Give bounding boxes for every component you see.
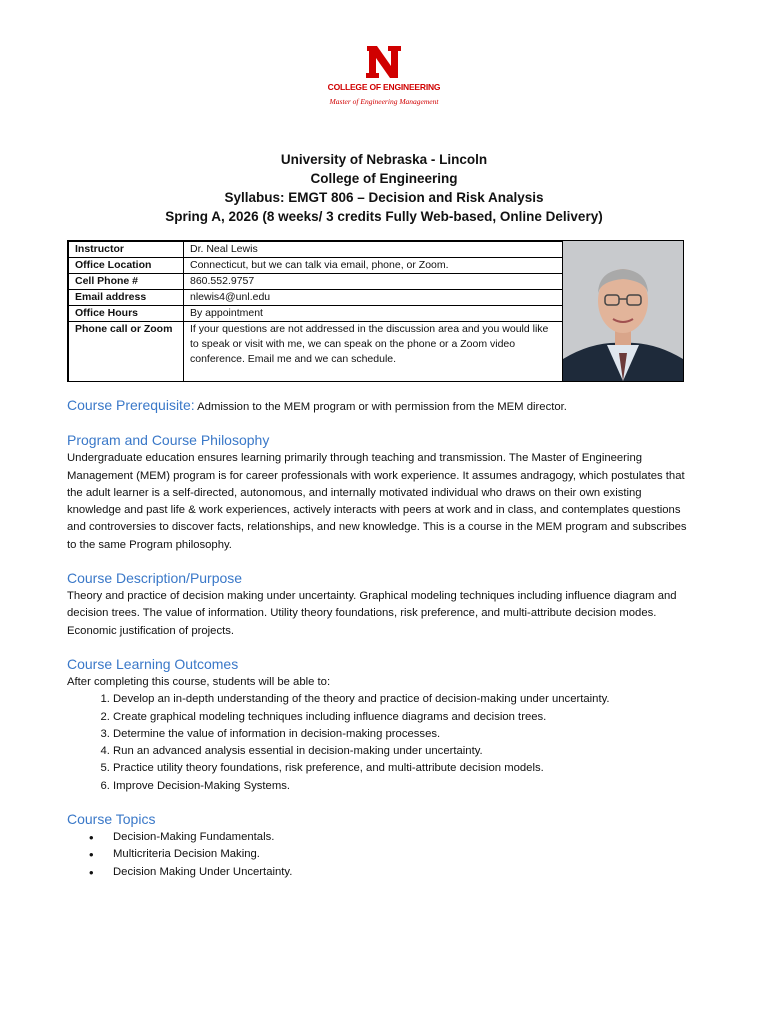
list-item: • Decision-Making Fundamentals. (113, 829, 689, 846)
list-item: • Multicriteria Decision Making. (113, 846, 689, 863)
instructor-info-table (67, 240, 684, 382)
row-value: Connecticut, but we can talk via email, phone, or Zoom. (184, 258, 564, 274)
row-label: Instructor (69, 242, 184, 258)
row-value: By appointment (184, 306, 564, 322)
topics-list (67, 829, 689, 881)
nebraska-n-icon (366, 45, 402, 79)
document-title-block (0, 150, 768, 226)
instructor-photo (562, 241, 683, 381)
syllabus-content (67, 397, 689, 881)
outcomes-heading: Course Learning Outcomes (67, 655, 239, 672)
description-heading: Course Description/Purpose (67, 570, 243, 587)
prerequisite-heading: Course Prerequisite: (67, 397, 195, 413)
title-college: College of Engineering (310, 171, 458, 186)
title-university: University of Nebraska - Lincoln (280, 152, 488, 167)
prerequisite-line (67, 397, 689, 416)
table-row (69, 290, 564, 306)
philosophy-heading: Program and Course Philosophy (67, 432, 270, 449)
outcomes-list (67, 691, 689, 795)
table-row (69, 274, 564, 290)
list-item: 6. Improve Decision-Making Systems. (113, 778, 689, 795)
prerequisite-text: Admission to the MEM program or with permission from the MEM director. (197, 401, 567, 413)
row-value: 860.552.9757 (184, 274, 564, 290)
list-item: 4. Run an advanced analysis essential in decision-making under uncertainty. (113, 743, 689, 760)
outcomes-intro: After completing this course, students will be able to: (67, 675, 331, 688)
row-value: Dr. Neal Lewis (184, 242, 564, 258)
row-label: Office Location (69, 258, 184, 274)
row-label: Email address (69, 290, 184, 306)
table-row (69, 322, 564, 382)
unl-logo (0, 45, 768, 106)
list-item: 5. Practice utility theory foundations, risk preference, and multi-attribute decision models. (113, 760, 689, 777)
email-value[interactable]: nlewis4@unl.edu (184, 290, 564, 306)
list-item: • Decision Making Under Uncertainty. (113, 864, 689, 881)
row-label: Office Hours (69, 306, 184, 322)
list-item: 3. Determine the value of information in decision-making processes. (113, 726, 689, 743)
portrait-icon (563, 241, 683, 381)
philosophy-section (67, 430, 689, 554)
topics-section (67, 809, 689, 881)
title-syllabus: Syllabus: EMGT 806 – Decision and Risk Analysis (224, 190, 544, 205)
list-item: 2. Create graphical modeling techniques including influence diagrams and decision trees. (113, 709, 689, 726)
logo-program-text: Master of Engineering Management (329, 97, 439, 106)
prerequisite-section (67, 397, 689, 416)
list-item: 1. Develop an in-depth understanding of the theory and practice of decision-making under uncertainty. (113, 691, 689, 708)
row-value: If your questions are not addressed in the discussion area and you would like to speak or visit with me, we can speak on the phone or a Zoom video conference. Email me and we can schedule. (184, 322, 564, 382)
description-text: Theory and practice of decision making under uncertainty. Graphical modeling techniques including influence diagram and decision trees. The value of information. Utility theory foundations, risk preference, and multi-attribute decision modes. Economic justification of projects. (67, 590, 677, 637)
row-label: Phone call or Zoom (69, 322, 184, 382)
title-term: Spring A, 2026 (8 weeks/ 3 credits Fully Web-based, Online Delivery) (165, 209, 603, 224)
philosophy-text: Undergraduate education ensures learning primarily through teaching and transmission. The Master of Engineering Management (MEM) program is for career professionals with work experience. It assumes andragogy, which postulates that the adult learner is a self-directed, autonomous, and internally motivated individual who draws on their own existing knowledge and past life & work experiences, actively interacts with peers at work and in class, and contemplates questions and controversies to discover facts, relationships, and new knowledge. This is a course in the MEM program and subscribes to the same Program philosophy. (67, 452, 687, 551)
outcomes-section (67, 654, 689, 795)
table-row (69, 258, 564, 274)
table-row (69, 306, 564, 322)
table-row (69, 242, 564, 258)
description-section (67, 568, 689, 640)
logo-college-text: COLLEGE OF ENGINEERING (327, 82, 441, 92)
row-label: Cell Phone # (69, 274, 184, 290)
topics-heading: Course Topics (67, 811, 156, 828)
